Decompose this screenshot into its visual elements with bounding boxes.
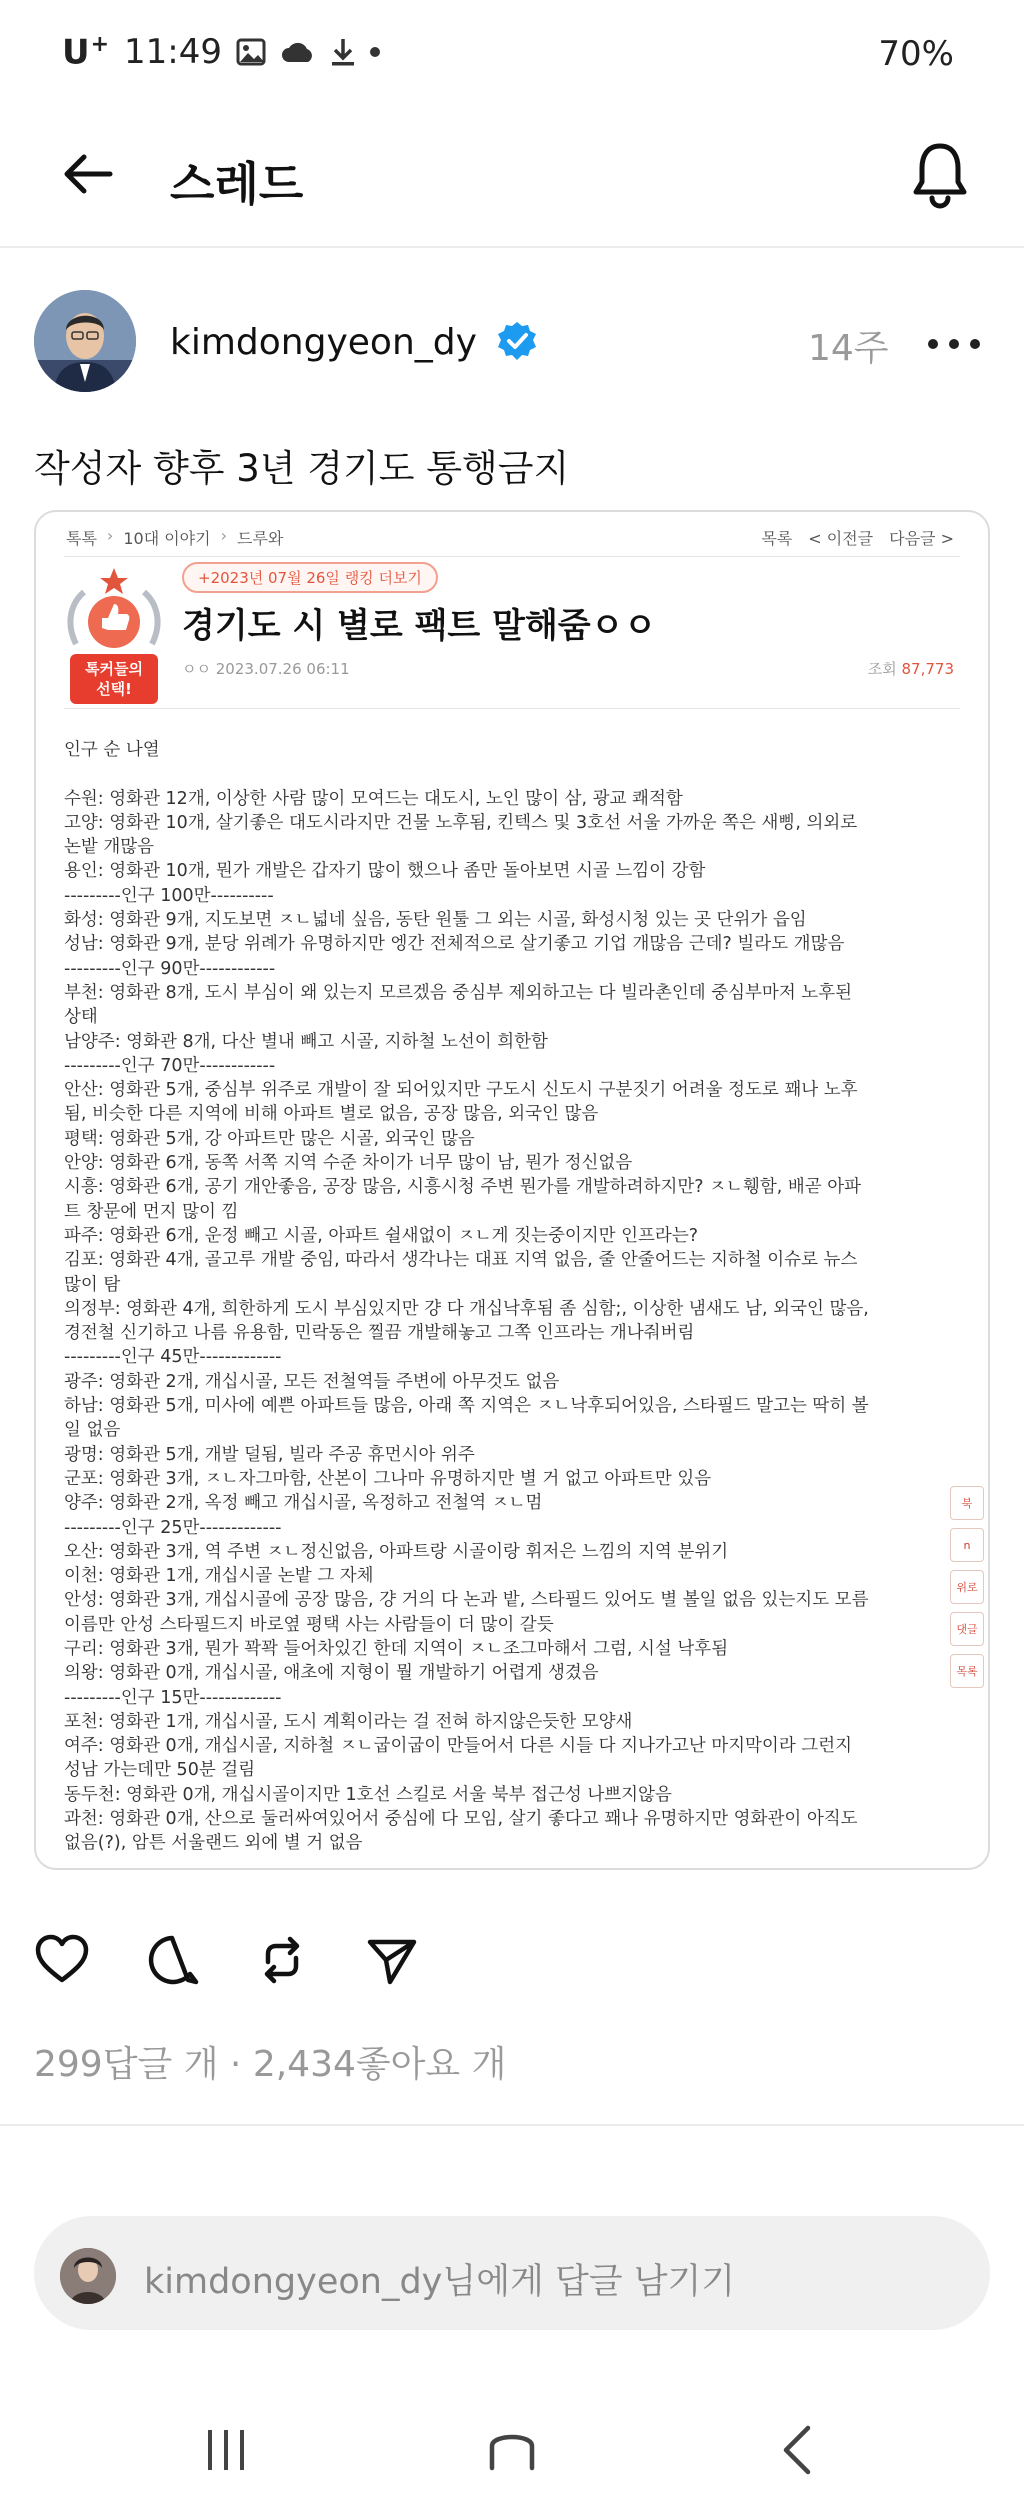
talker-choice-badge [64,564,164,706]
article-line: 안양: 영화관 6개, 동쪽 서쪽 지역 수준 차이가 너무 많이 남, 뭔가 정신없음 [64,1153,633,1174]
gallery-icon [236,38,266,66]
badge-line-2: 선택! [96,680,132,698]
article-line: 의왕: 영화관 0개, 개십시골, 애초에 지형이 뭘 개발하기 어렵게 생겼음 [64,1663,599,1684]
article-line: ---------인구 90만------------ [64,958,276,979]
carrier-label: U+ [62,32,111,73]
article-line: 광주: 영화관 2개, 개십시골, 모든 전철역들 주변에 아무것도 없음 [64,1371,560,1392]
bell-icon[interactable] [906,138,974,210]
post-image[interactable] [34,510,990,1870]
article-line: 이름만 안성 스타필드지 바로옆 평택 사는 사람들이 더 많이 갈듯 [64,1614,554,1635]
prev-link: < 이전글 [808,529,874,548]
article-line: 이천: 영화관 1개, 개십시골 논밭 그 자체 [64,1566,374,1587]
reply-placeholder: kimdongyeon_dy님에게 답글 남기기 [144,2262,736,2302]
post-timestamp: 14주 [808,328,889,369]
article-line: 안성: 영화관 3개, 개십시골에 공장 많음, 걍 거의 다 논과 밭, 스타필드 있어도 별 볼일 없음 있는지도 모름 [64,1590,869,1611]
article-line: 부천: 영화관 8개, 도시 부심이 왜 있는지 모르겠음 중심부 제외하고는 다 빌라촌인데 중심부마저 노후된 [64,982,853,1003]
article-line: 군포: 영화관 3개, ㅈㄴ자그마함, 산본이 그나마 유명하지만 별 거 없고 아파트만 있음 [64,1468,712,1489]
article-line: 용인: 영화관 10개, 뭔가 개발은 갑자기 많이 했으나 좀만 돌아보면 시골 느낌이 강함 [64,861,706,882]
article-line: 경전철 신기하고 나름 유용함, 민락동은 찔끔 개발해놓고 그쪽 인프라는 개나줘버림 [64,1323,695,1344]
list-link: 목록 [761,529,793,548]
article-line: 논밭 개많음 [64,837,155,858]
article-line: 여주: 영화관 0개, 개십시골, 지하철 ㅈㄴ굽이굽이 만들어서 다른 시들 다 지나가고난 마지막이라 그런지 [64,1736,853,1757]
post-header [0,280,1024,400]
article-line: 인구 순 나열 [64,740,160,760]
ranking-tag: +2023년 07월 26일 랭킹 더보기 [182,562,438,593]
article-line: 과천: 영화관 0개, 산으로 둘러싸여있어서 중심에 다 모임, 살기 좋다고 꽤나 유명하지만 영화관이 아직도 [64,1809,858,1830]
article-line: ---------인구 100만---------- [64,885,274,906]
back-arrow-icon[interactable] [56,142,120,206]
reply-bubble-icon[interactable] [144,1932,200,1988]
article-line: 없음(?), 암튼 서울랜드 외에 별 거 없음 [64,1833,363,1854]
divider [0,2124,1024,2126]
next-link: 다음글 > [889,529,954,548]
side-toolbar [950,1486,988,1688]
article-line: 남양주: 영화관 8개, 다산 별내 빼고 시골, 지하철 노선이 희한함 [64,1031,548,1052]
article-line: 포천: 영화관 1개, 개십시골, 도시 계획이라는 걸 전혀 하지않은듯한 모양새 [64,1711,633,1732]
status-bar [0,0,1024,110]
divider [64,556,960,557]
scroll-top-button: 위로 [950,1570,984,1604]
article-line [64,762,956,786]
article-line: ---------인구 70만------------ [64,1055,276,1076]
view-count: 조회 87,773 [867,660,954,678]
like-heart-icon[interactable] [34,1932,90,1988]
reply-input[interactable] [34,2216,990,2330]
divider [64,708,960,709]
repost-icon[interactable] [254,1932,310,1988]
article-meta: ㅇㅇ 2023.07.26 06:11 [182,660,350,678]
article-line: 성남 가는데만 50분 걸림 [64,1760,256,1781]
author-avatar[interactable] [34,290,136,392]
clock: 11:49 [124,32,223,73]
article-line: 파주: 영화관 6개, 운정 빼고 시골, 아파트 쉴새없이 ㅈㄴ게 짓는중이지만 인프라는? [64,1225,699,1246]
comments-button: 댓글 [950,1612,984,1646]
article-line: 김포: 영화관 4개, 골고루 개발 중임, 따라서 생각나는 대표 지역 없음, 줄 안줄어드는 지하철 이슈로 뉴스 [64,1250,858,1271]
engagement-counts[interactable]: 299답글 개 · 2,434좋아요 개 [34,2044,507,2085]
article-line: ---------인구 25만------------- [64,1517,282,1538]
article-line: 광명: 영화관 5개, 개발 덜됨, 빌라 주공 휴먼시아 위주 [64,1444,475,1465]
back-nav-icon[interactable] [768,2420,828,2480]
article-line: 일 없음 [64,1420,121,1441]
breadcrumb: 톡톡 › 10대 이야기 › 드루와 [66,526,284,548]
list-button: 목록 [950,1654,984,1688]
article-line: 됨, 비슷한 다른 지역에 비해 아파트 별로 없음, 공장 많음, 외국인 많음 [64,1104,599,1125]
article-line: 평택: 영화관 5개, 강 아파트만 많은 시골, 외국인 많음 [64,1128,475,1149]
post-actions [34,1932,420,1992]
home-icon[interactable] [482,2420,542,2480]
download-icon [330,37,356,67]
bookmark-icon: 북 [950,1486,984,1520]
article-line: 시흥: 영화관 6개, 공기 개안좋음, 공장 많음, 시흥시청 주변 뭔가를 개발하려하지만? ㅈㄴ휑함, 배곧 아파 [64,1177,862,1198]
article-line: 많이 탐 [64,1274,121,1295]
app-header [0,110,1024,248]
article-line: 양주: 영화관 2개, 옥정 빼고 개십시골, 옥정하고 전철역 ㅈㄴ멈 [64,1493,543,1514]
system-nav-bar [0,2380,1024,2503]
article-line: 하남: 영화관 5개, 미사에 예쁜 아파트들 많음, 아래 쪽 지역은 ㅈㄴ낙후되어있음, 스타필드 말고는 딱히 볼 [64,1396,869,1417]
article-line: ---------인구 15만------------- [64,1687,282,1708]
naver-icon: n [950,1528,984,1562]
article-title: 경기도 시 별로 팩트 말해줌ㅇㅇ [182,606,657,646]
article-line: 안산: 영화관 5개, 중심부 위주로 개발이 잘 되어있지만 구도시 신도시 구분짓기 어려울 정도로 꽤나 노후 [64,1080,858,1101]
recent-apps-icon[interactable] [196,2420,256,2480]
article-line: 고양: 영화관 10개, 살기좋은 대도시라지만 건물 노후됨, 킨텍스 및 3호선 서울 가까운 쪽은 새삥, 의외로 [64,812,858,833]
cloud-icon [280,40,316,64]
article-nav [761,526,954,549]
article-line: 수원: 영화관 12개, 이상한 사람 많이 모여드는 대도시, 노인 많이 삼, 광교 쾌적함 [64,788,683,809]
article-line: ---------인구 45만------------- [64,1347,282,1368]
article-line: 구리: 영화관 3개, 뭔가 꽉꽉 들어차있긴 한데 지역이 ㅈㄴ조그마해서 그럼, 시설 낙후됨 [64,1638,729,1659]
article-body [64,738,956,1856]
author-username[interactable]: kimdongyeon_dy [170,322,477,363]
article-line: 성남: 영화관 9개, 분당 위례가 유명하지만 엥간 전체적으로 살기좋고 기업 개많음 근데? 빌라도 개많음 [64,934,845,955]
article-line: 화성: 영화관 9개, 지도보면 ㅈㄴ넓네 싶음, 동탄 원툴 그 외는 시골, 화성시청 있는 곳 단위가 읍임 [64,910,807,931]
article-line: 트 창문에 먼지 많이 낌 [64,1201,239,1222]
badge-line-1: 톡커들의 [85,660,143,678]
more-options-icon[interactable] [928,334,980,354]
share-send-icon[interactable] [364,1932,420,1988]
article-line: 의정부: 영화관 4개, 희한하게 도시 부심있지만 걍 다 개십낙후됨 좀 심함;, 이상한 냄새도 남, 외국인 많음, [64,1298,869,1319]
user-avatar [60,2248,116,2304]
article-line: 상태 [64,1007,98,1028]
article-line: 오산: 영화관 3개, 역 주변 ㅈㄴ정신없음, 아파트랑 시골이랑 휘저은 느낌의 지역 분위기 [64,1541,729,1562]
page-title: 스레드 [170,157,304,211]
post-text: 작성자 향후 3년 경기도 통행금지 [34,447,570,490]
article-line: 동두천: 영화관 0개, 개십시골이지만 1호선 스킬로 서울 북부 접근성 나쁘지않음 [64,1784,672,1805]
notification-dot-icon [370,47,380,57]
verified-badge-icon [496,320,538,362]
battery-level: 70% [878,34,954,74]
